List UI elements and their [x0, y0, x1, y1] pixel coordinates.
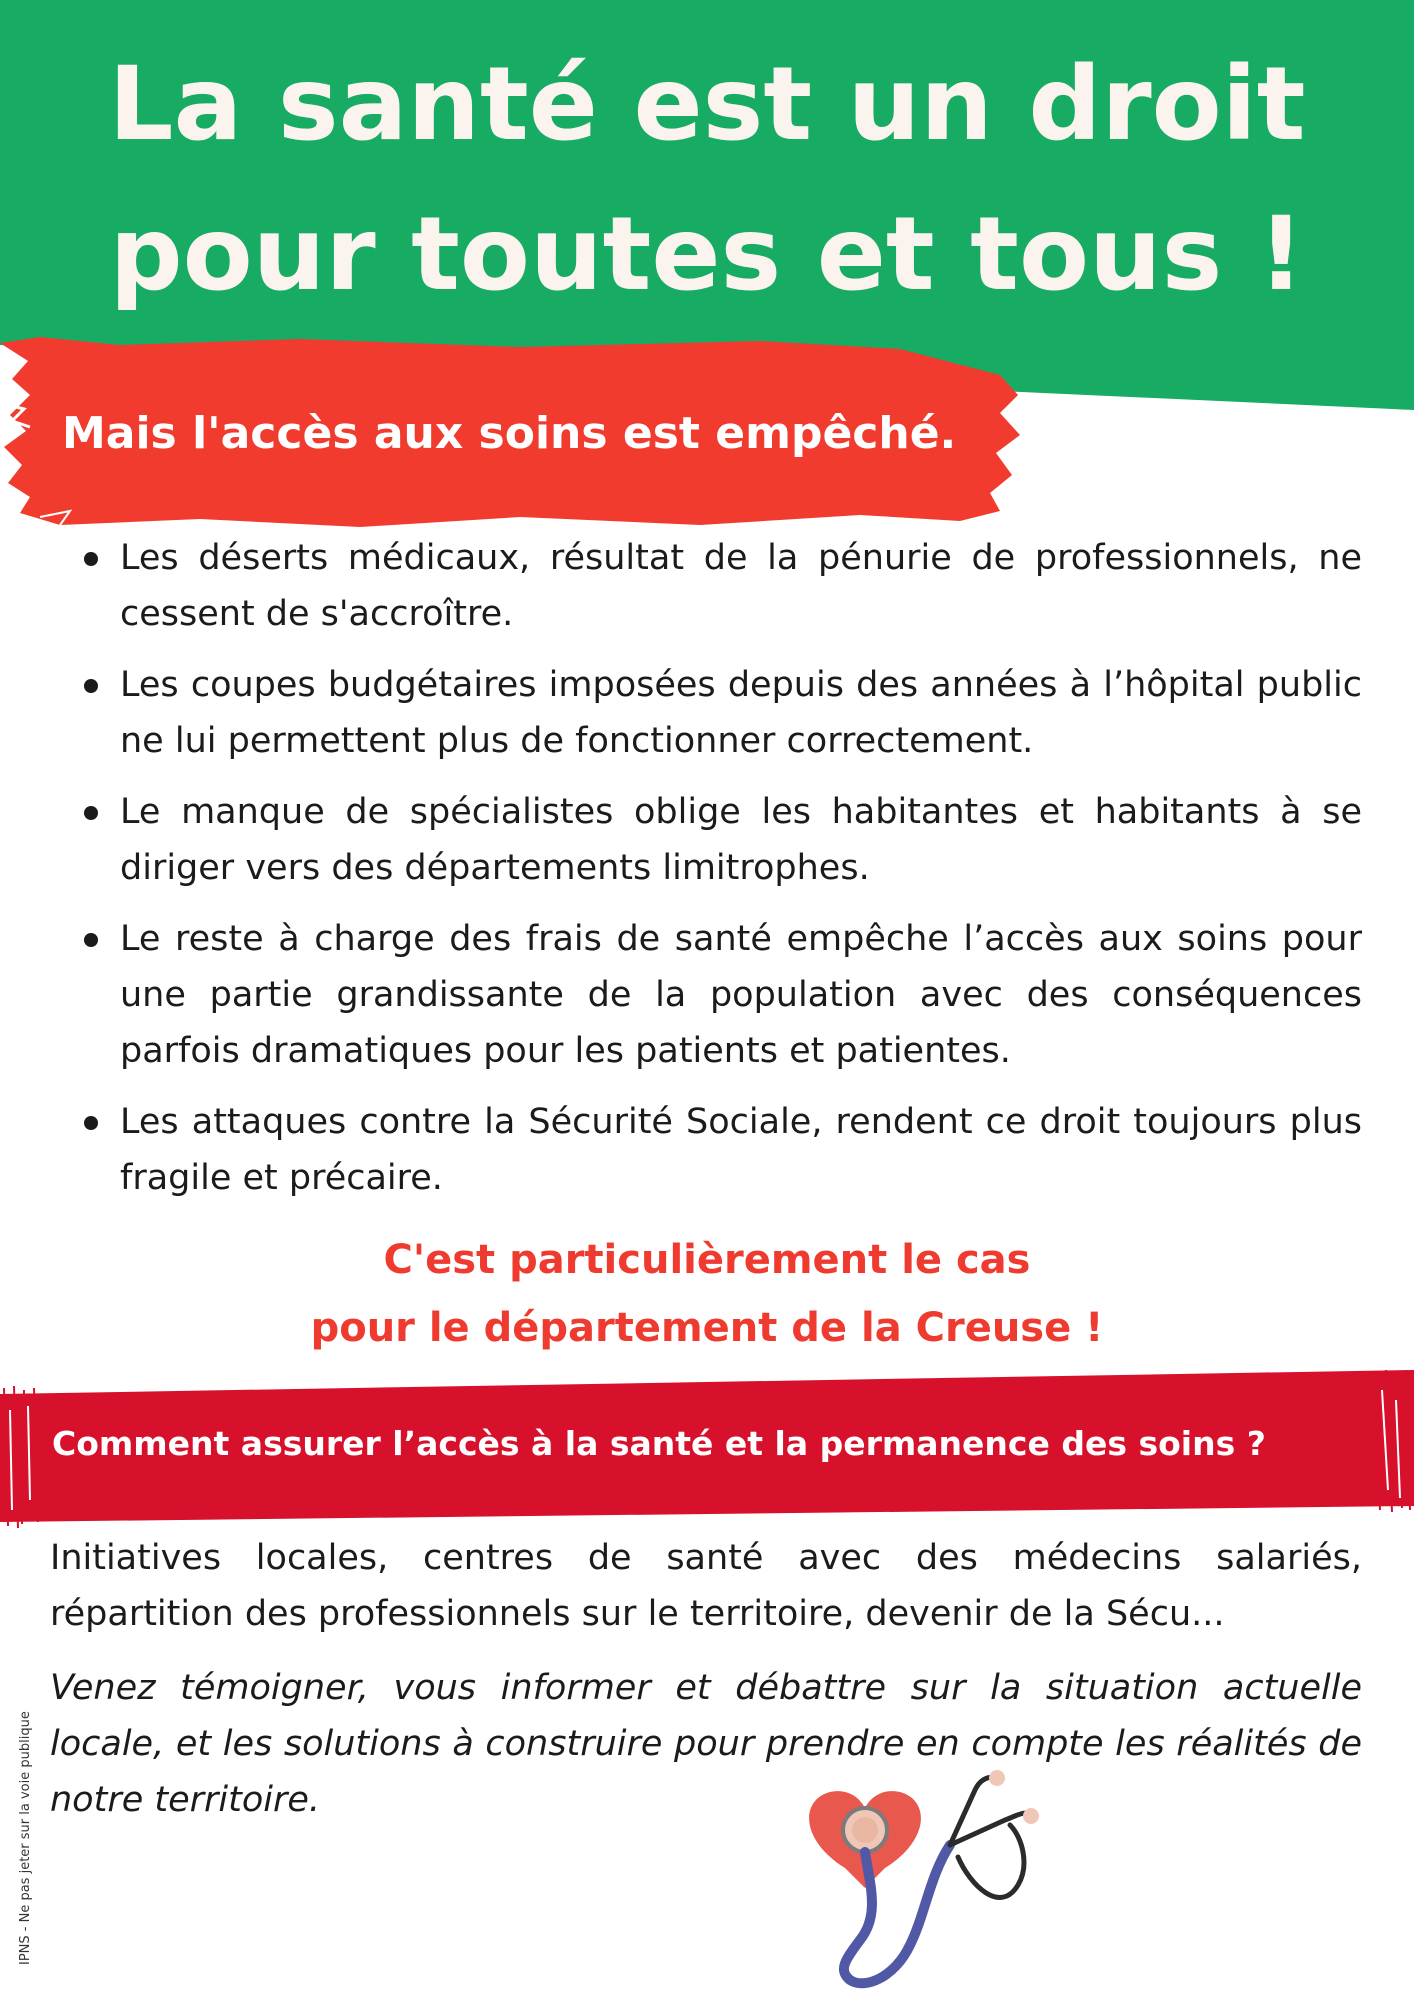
list-item — [62, 530, 1362, 642]
list-item-text: Le manque de spécialistes oblige les habitantes et habitants à se diriger vers des départements limitrophes. — [120, 792, 1362, 888]
solutions-paragraph: Initiatives locales, centres de santé avec des médecins salariés, répartition des professionnels sur le territoire, devenir de la Sécu... — [50, 1538, 1362, 1634]
list-item-text: Les coupes budgétaires imposées depuis des années à l’hôpital public ne lui permettent plus de fonctionner correctement. — [120, 665, 1362, 761]
highlight-line-2: pour le département de la Creuse ! — [310, 1305, 1104, 1351]
title-line-1: La santé est un droit — [108, 45, 1306, 164]
ipns-note: IPNS - Ne pas jeter sur la voie publique — [18, 1711, 33, 1965]
section2-heading: Comment assurer l’accès à la santé et la permanence des soins ? — [52, 1424, 1266, 1463]
creuse-highlight — [0, 1226, 1414, 1362]
bullet-dot — [84, 679, 98, 693]
heart-stethoscope-icon — [790, 1765, 1060, 1990]
list-item — [62, 784, 1362, 896]
bullet-dot — [84, 1116, 98, 1130]
list-item — [62, 911, 1362, 1079]
bullet-dot — [84, 552, 98, 566]
section1-heading: Mais l'accès aux soins est empêché. — [62, 408, 957, 459]
list-item — [62, 657, 1362, 769]
bullet-dot — [84, 933, 98, 947]
page-title — [0, 30, 1414, 330]
highlight-line-1: C'est particulièrement le cas — [383, 1237, 1031, 1283]
invitation-paragraph: Venez témoigner, vous informer et débattre sur la situation actuelle locale, et les solutions à construire pour prendre en compte les réalités de notre territoire. — [50, 1668, 1362, 1820]
list-item-text: Le reste à charge des frais de santé empêche l’accès aux soins pour une partie grandissante de la population avec des conséquences parfois dramatiques pour les patients et patientes. — [120, 919, 1362, 1071]
list-item-text: Les déserts médicaux, résultat de la pénurie de professionnels, ne cessent de s'accroître. — [120, 538, 1362, 634]
list-item — [62, 1094, 1362, 1206]
problems-list — [62, 530, 1362, 1221]
title-line-2: pour toutes et tous ! — [109, 195, 1305, 314]
bullet-dot — [84, 806, 98, 820]
list-item-text: Les attaques contre la Sécurité Sociale, rendent ce droit toujours plus fragile et précaire. — [120, 1102, 1362, 1198]
